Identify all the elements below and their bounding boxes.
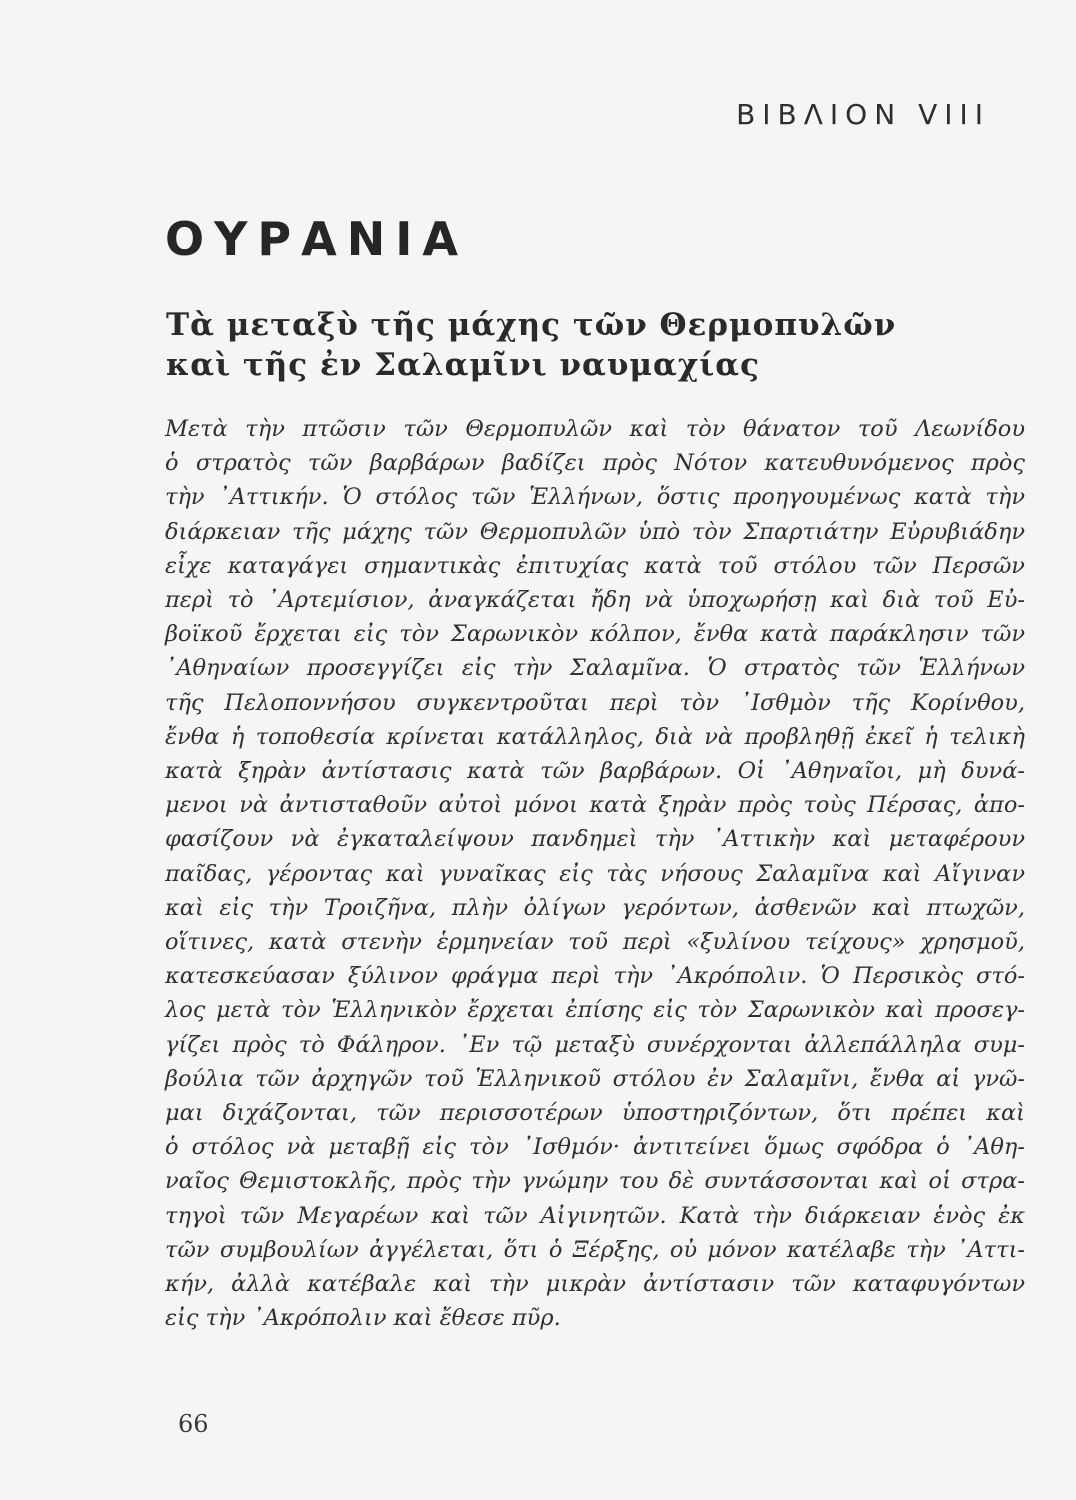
body-line: ὁ στόλος νὰ μεταβῇ εἰς τὸν ᾿Ισθμόν· ἀντιτείνει ὅμως σφόδρα ὁ ᾿Αθη- (165, 1134, 1025, 1161)
body-line: καὶ εἰς τὴν Τροιζῆνα, πλὴν ὀλίγων γερόντων, ἀσθενῶν καὶ πτωχῶν, (165, 894, 1025, 921)
page-number: 66 (178, 1410, 209, 1438)
body-line: κατὰ ξηρὰν ἀντίστασις κατὰ τῶν βαρβάρων. Οἱ ᾿Αθηναῖοι, μὴ δυνά- (165, 758, 1025, 785)
body-line: γίζει πρὸς τὸ Φάληρον. ᾿Εν τῷ μεταξὺ συνέρχονται ἀλλεπάλληλα συμ- (165, 1031, 1025, 1058)
body-line: τῆς Πελοποννήσου συγκεντροῦται περὶ τὸν ᾿Ισθμὸν τῆς Κορίνθου, (165, 689, 1025, 716)
section-title-line: Τὰ μεταξὺ τῆς μάχης τῶν Θερμοπυλῶν (166, 307, 897, 343)
body-line: βοϊκοῦ ἔρχεται εἰς τὸν Σαρωνικὸν κόλπον, ἔνθα κατὰ παράκλησιν τῶν (165, 621, 1025, 648)
body-line: κατεσκεύασαν ξύλινον φράγμα περὶ τὴν ᾿Ακρόπολιν. Ὁ Περσικὸς στό- (165, 963, 1025, 990)
body-line: εἰς τὴν ᾿Ακρόπολιν καὶ ἔθεσε πῦρ. (165, 1305, 561, 1332)
body-line: τῶν συμβουλίων ἀγγέλεται, ὅτι ὁ Ξέρξης, οὐ μόνον κατέλαβε τὴν ᾿Αττι- (165, 1236, 1025, 1263)
body-line: περὶ τὸ ᾿Αρτεμίσιον, ἀναγκάζεται ἤδη νὰ ὑποχωρήσῃ καὶ διὰ τοῦ Εὐ- (165, 587, 1025, 614)
body-line: ᾿Αθηναίων προσεγγίζει εἰς τὴν Σαλαμῖνα. Ὁ στρατὸς τῶν Ἑλλήνων (165, 655, 1025, 682)
body-line: ναῖος Θεμιστοκλῆς, πρὸς τὴν γνώμην του δὲ συντάσσονται καὶ οἱ στρα- (165, 1168, 1025, 1195)
body-line: βούλια τῶν ἀρχηγῶν τοῦ Ἑλληνικοῦ στόλου ἐν Σαλαμῖνι, ἔνθα αἱ γνῶ- (165, 1065, 1025, 1092)
section-title-line: καὶ τῆς ἐν Σαλαμῖνι ναυμαχίας (166, 347, 760, 383)
body-line: κήν, ἀλλὰ κατέβαλε καὶ τὴν μικρὰν ἀντίστασιν τῶν καταφυγόντων (165, 1271, 1025, 1298)
body-line: διάρκειαν τῆς μάχης τῶν Θερμοπυλῶν ὑπὸ τὸν Σπαρτιάτην Εὐρυβιάδην (165, 518, 1025, 545)
body-line: τηγοὶ τῶν Μεγαρέων καὶ τῶν Αἰγινητῶν. Κατὰ τὴν διάρκειαν ἑνὸς ἐκ (165, 1202, 1025, 1229)
body-line: λος μετὰ τὸν Ἑλληνικὸν ἔρχεται ἐπίσης εἰς τὸν Σαρωνικὸν καὶ προσεγ- (165, 997, 1025, 1024)
body-line: εἶχε καταγάγει σημαντικὰς ἐπιτυχίας κατὰ τοῦ στόλου τῶν Περσῶν (165, 552, 1025, 579)
body-paragraph (165, 412, 1025, 1335)
body-line: ὁ στρατὸς τῶν βαρβάρων βαδίζει πρὸς Νότον κατευθυνόμενος πρὸς (165, 450, 1025, 477)
body-line: Μετὰ τὴν πτῶσιν τῶν Θερμοπυλῶν καὶ τὸν θάνατον τοῦ Λεωνίδου (165, 416, 1025, 442)
chapter-title: ΟΥΡΑΝΙΑ (165, 212, 468, 266)
body-line: μενοι νὰ ἀντισταθοῦν αὐτοὶ μόνοι κατὰ ξηρὰν πρὸς τοὺς Πέρσας, ἀπο- (165, 792, 1025, 819)
body-line: παῖδας, γέροντας καὶ γυναῖκας εἰς τὰς νήσους Σαλαμῖνα καὶ Αἴγιναν (165, 860, 1025, 887)
section-title (166, 305, 896, 385)
body-line: ἔνθα ἡ τοποθεσία κρίνεται κατάλληλος, διὰ νὰ προβληθῇ ἐκεῖ ἡ τελικὴ (165, 723, 1025, 750)
book-label: ΒΙΒΛΙΟΝ VIII (736, 98, 990, 131)
body-line: φασίζουν νὰ ἐγκαταλείψουν πανδημεὶ τὴν ᾿Αττικὴν καὶ μεταφέρουν (165, 826, 1025, 853)
body-line: οἵτινες, κατὰ στενὴν ἑρμηνείαν τοῦ περὶ «ξυλίνου τείχους» χρησμοῦ, (165, 929, 1025, 956)
body-line: μαι διχάζονται, τῶν περισσοτέρων ὑποστηριζόντων, ὅτι πρέπει καὶ (165, 1100, 1025, 1127)
body-line: τὴν ᾿Αττικήν. Ὁ στόλος τῶν Ἑλλήνων, ὅστις προηγουμένως κατὰ τὴν (165, 484, 1025, 511)
